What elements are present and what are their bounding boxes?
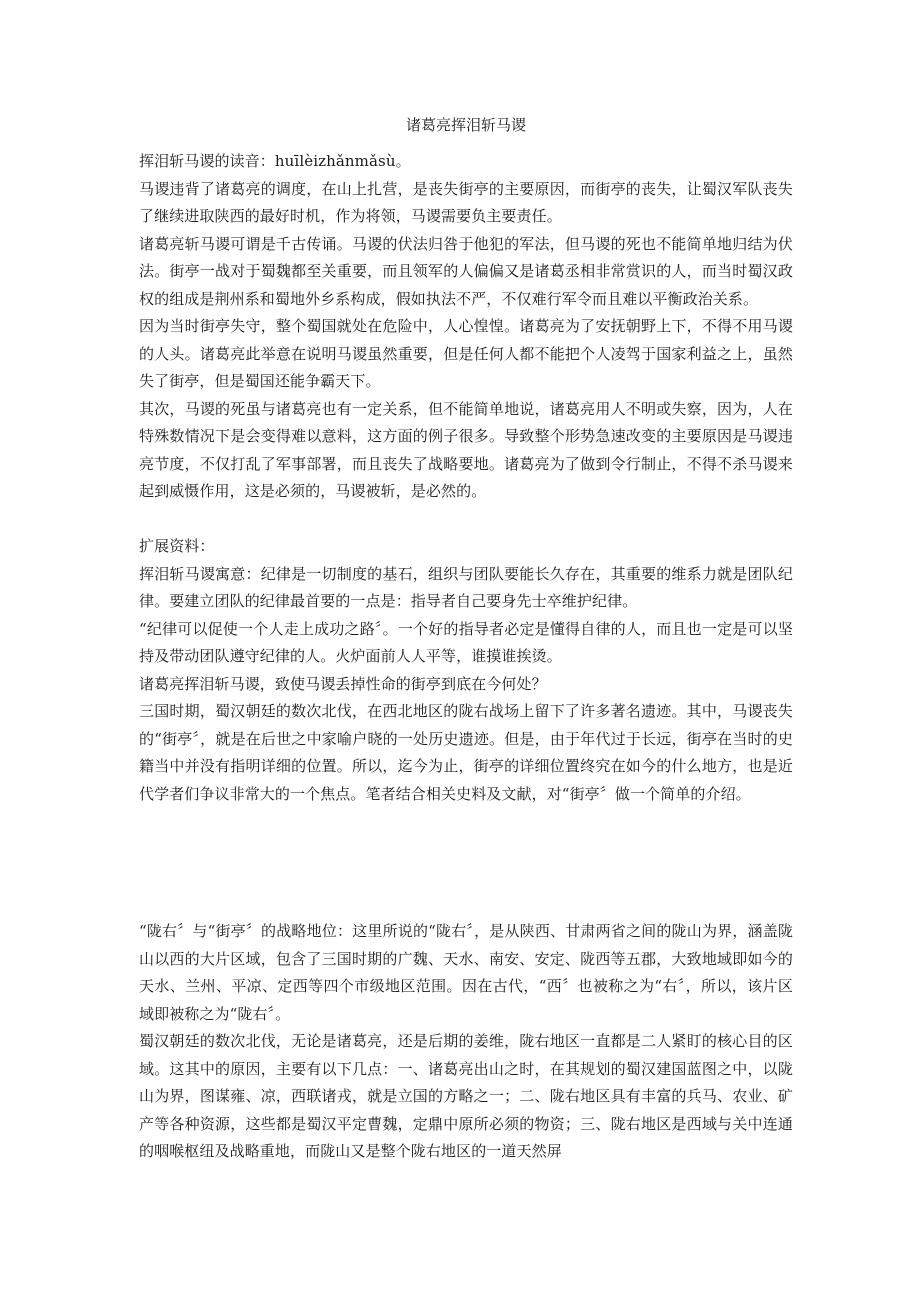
body-paragraph: “纪律可以促使一个人走上成功之路〞。一个好的指导者必定是懂得自律的人，而且也一定是可以坚持及带动团队遵守纪律的人。火炉面前人人平等，谁摸谁挨烫。 <box>139 619 793 665</box>
document-title: 诸葛亮挥泪斩马谡 <box>405 116 526 134</box>
body-paragraph: 马谡违背了诸葛亮的调度，在山上扎营，是丧失街亭的主要原因，而街亭的丧失，让蜀汉军队丧失了继续进取陕西的最好时机，作为将领，马谡需要负主要责任。 <box>139 179 793 225</box>
body-paragraph: 其次，马谡的死虽与诸葛亮也有一定关系，但不能简单地说，诸葛亮用人不明或失察，因为，人在特殊数情况下是会变得难以意料，这方面的例子很多。导致整个形势急速改变的主要原因是马谡违亮节度，不仅打乱了军事部署，而且丧失了战略要地。诸葛亮为了做到令行制止，不得不杀马谡来起到威慑作用，这是必须的，马谡被斩，是必然的。 <box>139 399 793 500</box>
body-paragraph: 挥泪斩马谡寓意：纪律是一切制度的基石，组织与团队要能长久存在，其重要的维系力就是团队纪律。要建立团队的纪律最首要的一点是：指导者自己要身先士卒维护纪律。 <box>139 564 793 610</box>
extended-info-heading: 扩展资料： <box>139 537 215 555</box>
reading-paragraph: 挥泪斩马谡的读音：huīlèizhǎnmǎsù。 <box>139 152 411 170</box>
body-paragraph: “陇右〞与“街亭〞的战略地位：这里所说的“陇右〞，是从陕西、甘肃两省之间的陇山为界，涵盖陇山以西的大片区域，包含了三国时期的广魏、天水、南安、安定、陇西等五郡，大致地域即如今的天水、兰州、平凉、定西等四个市级地区范围。因在古代，“西〞也被称之为“右〞，所以，该片区域即被称之为“陇右〞。 <box>139 922 793 1023</box>
body-paragraph: 因为当时街亭失守，整个蜀国就处在危险中，人心惶惶。诸葛亮为了安抚朝野上下，不得不用马谡的人头。诸葛亮此举意在说明马谡虽然重要，但是任何人都不能把个人凌驾于国家利益之上，虽然失了街亭，但是蜀国还能争霸天下。 <box>139 317 793 390</box>
spacer <box>139 808 793 918</box>
body-paragraph: 诸葛亮挥泪斩马谡，致使马谡丢掉性命的街亭到底在今何处？ <box>139 674 547 693</box>
body-paragraph: 诸葛亮斩马谡可谓是千古传诵。马谡的伏法归咎于他犯的军法，但马谡的死也不能简单地归结为伏法。街亭一战对于蜀魏都至关重要，而且领军的人偏偏又是诸葛丞相非常赏识的人，而当时蜀汉政权的组成是荆州系和蜀地外乡系构成，假如执法不严，不仅难行军令而且难以平衡政治关系。 <box>139 234 793 308</box>
body-paragraph: 蜀汉朝廷的数次北伐，无论是诸葛亮，还是后期的姜维，陇右地区一直都是二人紧盯的核心目的区域。这其中的原因，主要有以下几点：一、诸葛亮出山之时，在其规划的蜀汉建国蓝图之中，以陇山为界，图谋雍、凉，西联诸戎，就是立国的方略之一；二、陇右地区具有丰富的兵马、农业、矿产等各种资源，这些都是蜀汉平定曹魏，定鼎中原所必须的物资；三、陇右地区是西域与关中连通的咽喉枢纽及战略重地，而陇山又是整个陇右地区的一道天然屏 <box>139 1032 793 1160</box>
spacer <box>139 506 793 534</box>
body-paragraph: 三国时期，蜀汉朝廷的数次北伐，在西北地区的陇右战场上留下了许多著名遗迹。其中，马谡丧失的“街亭〞，就是在后世之中家喻户晓的一处历史遗迹。但是，由于年代过于长远，街亭在当时的史籍当中并没有指明详细的位置。所以，迄今为止，街亭的详细位置终究在如今的什么地方，也是近代学者们争议非常大的一个焦点。笔者结合相关史料及文献，对“街亭〞做一个简单的介绍。 <box>139 702 793 803</box>
document-page <box>139 112 793 1166</box>
